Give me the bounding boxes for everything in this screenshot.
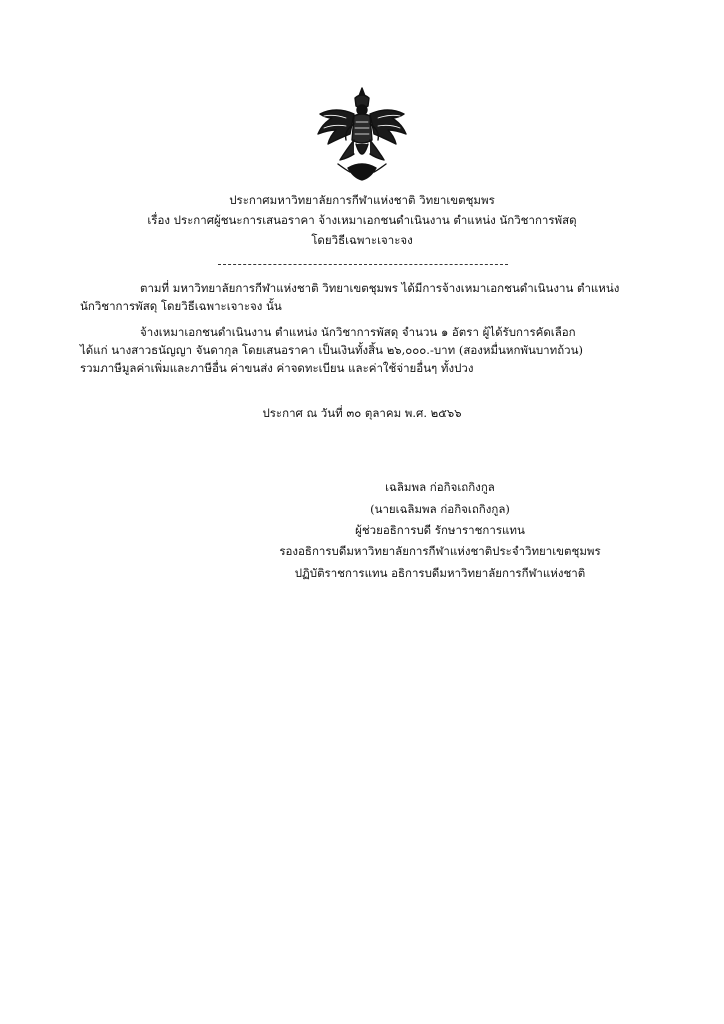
divider [218, 264, 508, 265]
signatory-name: เฉลิมพล ก่อกิจเถกิงกูล [385, 480, 495, 494]
announcement-heading: ประกาศมหาวิทยาลัยการกีฬาแห่งชาติ วิทยาเขตชุมพร [229, 193, 495, 207]
signatory-title: รองอธิการบดีมหาวิทยาลัยการกีฬาแห่งชาติประจำวิทยาเขตชุมพร [279, 544, 601, 558]
paragraph-line: ได้แก่ นางสาวธนัญญา จันดากุล โดยเสนอราคา เป็นเงินทั้งสิ้น ๒๖,๐๐๐.-บาท (สองหมื่นหกพันบาทถ้วน) [80, 343, 583, 357]
signatory-title: ผู้ช่วยอธิการบดี รักษาราชการแทน [355, 523, 525, 537]
announcement-date: ประกาศ ณ วันที่ ๓๐ ตุลาคม พ.ศ. ๒๕๖๖ [262, 406, 462, 420]
signatory-name-parenthesized: (นายเฉลิมพล ก่อกิจเถกิงกูล) [370, 502, 510, 516]
paragraph-line: นักวิชาการพัสดุ โดยวิธีเฉพาะเจาะจง นั้น [80, 299, 282, 313]
garuda-emblem-icon [310, 84, 414, 184]
method-line: โดยวิธีเฉพาะเจาะจง [311, 233, 413, 247]
paragraph-line: ตามที่ มหาวิทยาลัยการกีฬาแห่งชาติ วิทยาเขตชุมพร ได้มีการจ้างเหมาเอกชนดำเนินงาน ตำแหน่ง [140, 281, 620, 295]
paragraph-line: จ้างเหมาเอกชนดำเนินงาน ตำแหน่ง นักวิชาการพัสดุ จำนวน ๑ อัตรา ผู้ได้รับการคัดเลือก [140, 325, 576, 339]
subject-line: เรื่อง ประกาศผู้ชนะการเสนอราคา จ้างเหมาเอกชนดำเนินงาน ตำแหน่ง นักวิชาการพัสดุ [147, 213, 577, 227]
paragraph-line: รวมภาษีมูลค่าเพิ่มและภาษีอื่น ค่าขนส่ง ค่าจดทะเบียน และค่าใช้จ่ายอื่นๆ ทั้งปวง [80, 361, 474, 375]
signatory-title: ปฏิบัติราชการแทน อธิการบดีมหาวิทยาลัยการกีฬาแห่งชาติ [294, 566, 586, 580]
paragraph-1 [80, 279, 646, 315]
paragraph-2 [80, 323, 646, 377]
